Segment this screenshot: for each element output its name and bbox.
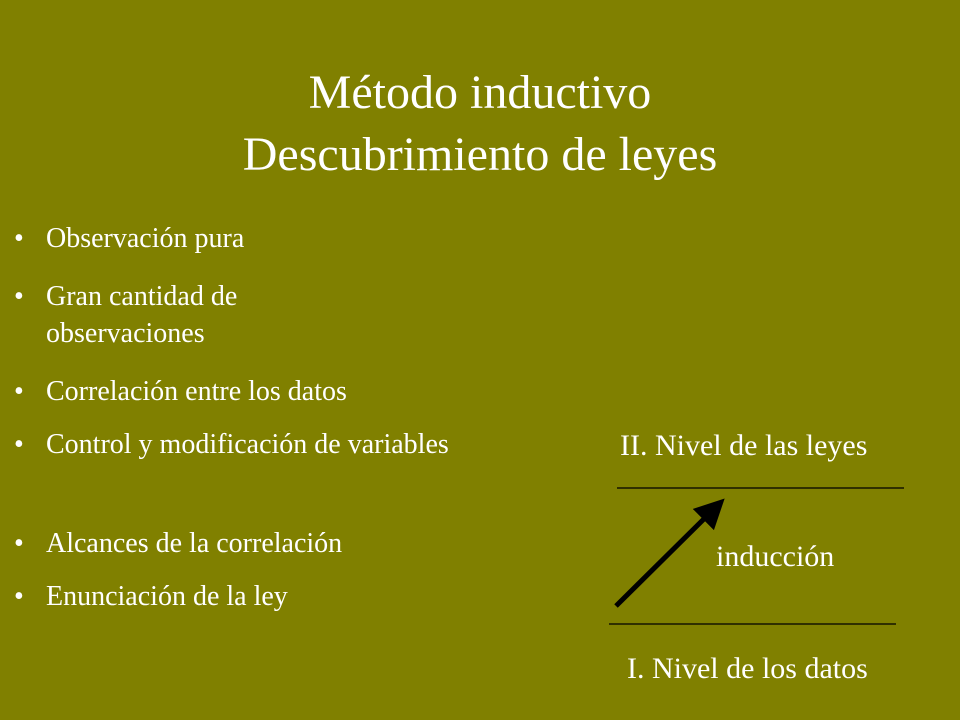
bullet-item bbox=[14, 578, 486, 615]
bullet-item bbox=[14, 525, 486, 562]
bullet-text: Control y modificación de variables bbox=[46, 429, 449, 460]
bullet-text: Observación pura bbox=[46, 223, 245, 254]
bullet-item bbox=[14, 220, 486, 257]
bullet-item bbox=[14, 426, 486, 463]
title-line-2: Descubrimiento de leyes bbox=[242, 128, 718, 181]
induction-label: inducción bbox=[716, 540, 835, 573]
data-level-label: I. Nivel de los datos bbox=[627, 652, 868, 685]
bullet-item bbox=[14, 373, 486, 410]
bullet-text: Alcances de la correlación bbox=[46, 528, 343, 559]
bullet-dot: • bbox=[14, 223, 24, 254]
bullet-text: Gran cantidad de observaciones bbox=[46, 281, 238, 349]
bullet-dot: • bbox=[14, 376, 24, 407]
slide-title bbox=[0, 62, 960, 186]
laws-level-label: II. Nivel de las leyes bbox=[620, 429, 868, 462]
induction-arrow-icon bbox=[616, 509, 714, 606]
bullet-dot: • bbox=[14, 528, 24, 559]
title-line-1: Método inductivo bbox=[308, 66, 652, 119]
bullet-dot: • bbox=[14, 429, 24, 460]
bullet-item bbox=[14, 278, 486, 352]
bullet-dot: • bbox=[14, 581, 24, 612]
bullet-text: Correlación entre los datos bbox=[46, 376, 347, 407]
bullet-dot: • bbox=[14, 281, 24, 312]
bullet-text: Enunciación de la ley bbox=[46, 581, 288, 612]
